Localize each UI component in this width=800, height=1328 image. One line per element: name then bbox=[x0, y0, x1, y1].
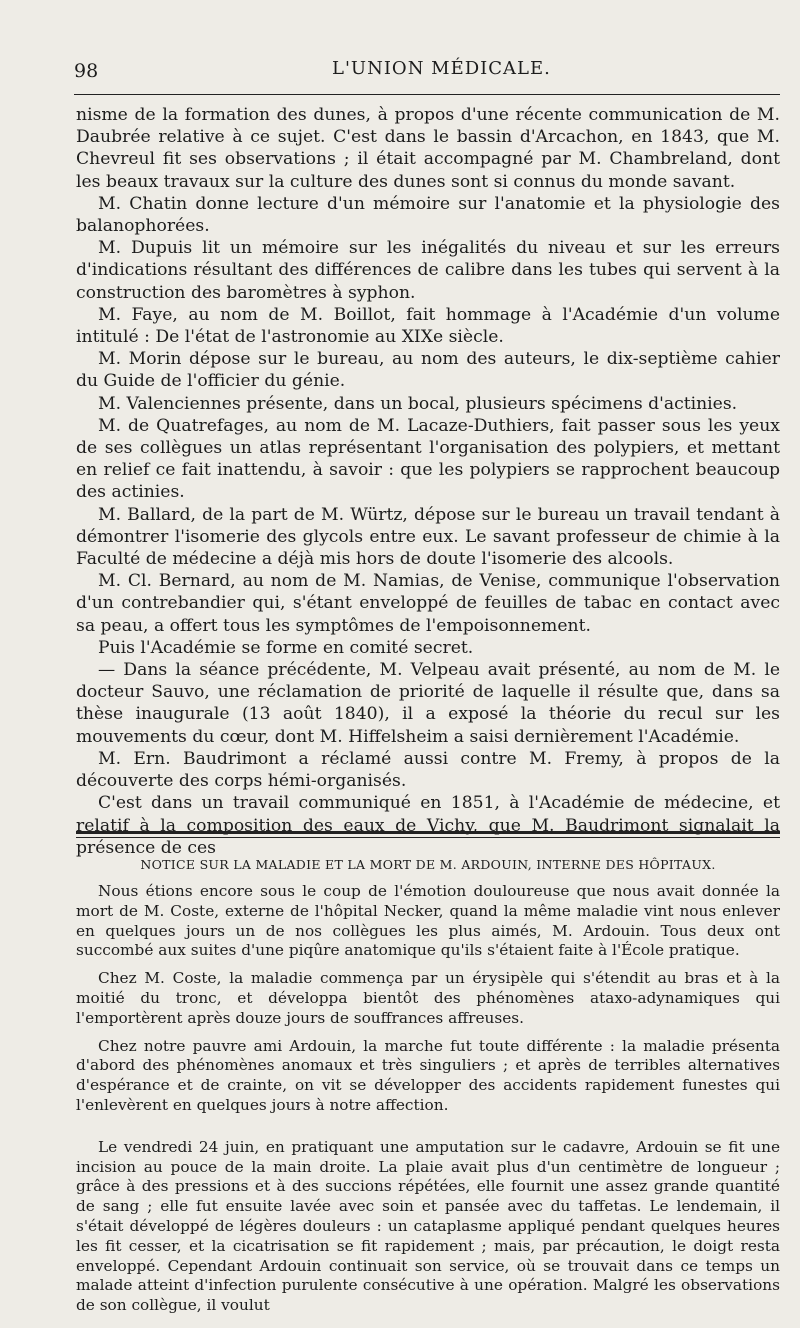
paragraph: C'est dans un travail communiqué en 1851, à l'Académie de médecine, et relatif à la composition des eaux de Vichy, que M. Baudrimont signalait la présence de ces bbox=[76, 793, 780, 858]
section-divider bbox=[76, 831, 780, 838]
paragraph: M. Dupuis lit un mémoire sur les inégalités du niveau et sur les erreurs d'indications résultant des différences de calibre dans les tubes qui servent à la construction des baromètres à syphon. bbox=[76, 238, 780, 303]
page-number: 98 bbox=[74, 60, 99, 82]
paragraph: Chez notre pauvre ami Ardouin, la marche fut toute différente : la maladie présenta d'abord des phénomènes anomaux et très singuliers ; et après de terribles alternatives d'espérance et de crainte, on vit se développer des accidents rapidement funestes qui l'enlevèrent en quelques jours à notre affection. bbox=[76, 1036, 780, 1114]
paragraph: M. Valenciennes présente, dans un bocal, plusieurs spécimens d'actinies. bbox=[98, 393, 738, 414]
paragraph: M. Morin dépose sur le bureau, au nom des auteurs, le dix-septième cahier du Guide de l'officier du génie. bbox=[76, 349, 780, 392]
paragraph: Chez M. Coste, la maladie commença par un érysipèle qui s'étendit au bras et à la moitié du tronc, et développa bientôt des phénomènes ataxo-adynamiques qui l'emportèrent après douze jours de souffrances affreuses. bbox=[76, 969, 780, 1027]
paragraph: M. Ballard, de la part de M. Würtz, dépose sur le bureau un travail tendant à démontrer l'isomerie des glycols entre eux. Le savant professeur de chimie à la Faculté de médecine a déjà mis hors de doute l'isomerie des alcools. bbox=[76, 504, 780, 570]
paragraph: M. Ern. Baudrimont a réclamé aussi contre M. Fremy, à propos de la découverte des corps hémi-organisés. bbox=[76, 748, 780, 792]
paragraph: Puis l'Académie se forme en comité secret. bbox=[98, 637, 474, 658]
paragraph: nisme de la formation des dunes, à propos d'une récente communication de M. Daubrée relative à ce sujet. C'est dans le bassin d'Arcachon, en 1843, que M. Chevreul fit ses observations ; il était accompagné par M. Chambreland, dont les beaux travaux sur la culture des dunes sont si connus du monde savant. bbox=[76, 105, 780, 192]
paragraph: M. Faye, au nom de M. Boillot, fait hommage à l'Académie d'un volume intitulé : De l'état de l'astronomie au XIXe siècle. bbox=[76, 304, 780, 348]
academy-report-section bbox=[76, 104, 780, 859]
notice-section bbox=[76, 882, 780, 1324]
paragraph: M. Chatin donne lecture d'un mémoire sur l'anatomie et la physiologie des balanophorées. bbox=[76, 193, 780, 237]
running-title: L'UNION MÉDICALE. bbox=[332, 58, 551, 79]
paragraph: Le vendredi 24 juin, en pratiquant une amputation sur le cadavre, Ardouin se fit une incision au pouce de la main droite. La plaie avait plus d'un centimètre de longueur ; grâce à des pressions et à des succions répétées, elle fournit une assez grande quantité de sang ; elle fut ensuite lavée avec soin et pansée avec du taffetas. Le lendemain, il s'était développé de légères douleurs : un cataplasme appliqué pendant quelques heures les fit cesser, et la cicatrisation se fit rapidement ; mais, par précaution, le doigt resta enveloppé. Cependant Ardouin continuait son service, où se trouvait dans ce temps un malade atteint d'infection purulente consécutive à une opération. Malgré les observations de son collègue, il voulut bbox=[76, 1137, 780, 1315]
page-header bbox=[74, 54, 780, 94]
header-rule bbox=[74, 94, 780, 95]
paragraph: Nous étions encore sous le coup de l'émotion douloureuse que nous avait donnée la mort de M. Coste, externe de l'hôpital Necker, quand la même maladie vint nous enlever en quelques jours un de nos collègues les plus aimés, M. Ardouin. Tous deux ont succombé aux suites d'une piqûre anatomique qu'ils s'étaient faite à l'École pratique. bbox=[76, 882, 780, 960]
paragraph: M. Cl. Bernard, au nom de M. Namias, de Venise, communique l'observation d'un contrebandier qui, s'étant enveloppé de feuilles de tabac en contact avec sa peau, a offert tous les symptômes de l'empoisonnement. bbox=[76, 571, 780, 636]
notice-title: NOTICE SUR LA MALADIE ET LA MORT DE M. ARDOUIN, INTERNE DES HÔPITAUX. bbox=[140, 857, 716, 872]
paragraph: M. de Quatrefages, au nom de M. Lacaze-Duthiers, fait passer sous les yeux de ses collègues un atlas représentant l'organisation des polypiers, et mettant en relief ce fait inattendu, à savoir : que les polypiers se rapprochent beaucoup des actinies. bbox=[76, 415, 780, 503]
paragraph: — Dans la séance précédente, M. Velpeau avait présenté, au nom de M. le docteur Sauvo, une réclamation de priorité de laquelle il résulte que, dans sa thèse inaugurale (13 août 1840), il a exposé la théorie du recul sur les mouvements du cœur, dont M. Hiffelsheim a saisi dernièrement l'Académie. bbox=[76, 660, 780, 747]
